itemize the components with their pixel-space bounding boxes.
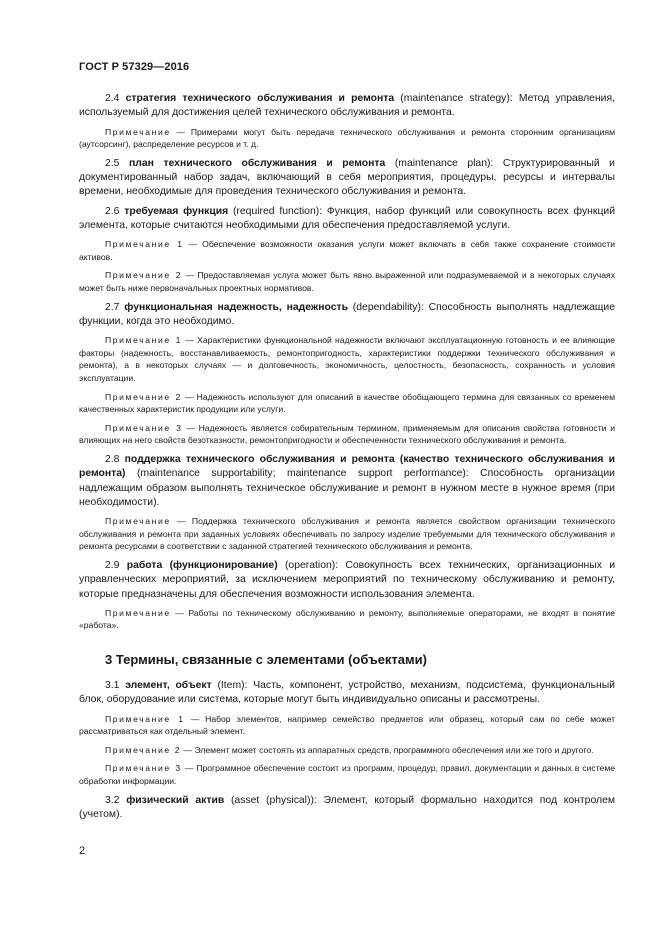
term-name: поддержка технического обслуживания и ремонта (качество технического обслуживания и ремонта) (79, 453, 615, 480)
term-name: работа (функционирование) (126, 559, 278, 571)
term-number: 3.2 (105, 794, 120, 806)
term-number: 3.1 (105, 680, 120, 692)
document-body (79, 92, 615, 827)
note-text: — Поддержка технического обслуживания и ремонта является свойством организации технического обслуживания и ремонта при заданных условиях обеспечивать по запросу изделие требуемыми для технического обслуживания и ремонта ресурсами в соответствии с заданной стратегией технического обслуживания и ремонта. (79, 516, 615, 552)
term-text: (maintenance strategy): Метод управления, используемый для достижения целей технического обслуживания и ремонта. (79, 93, 615, 119)
note-text: — Надежность является собирательным термином, применяемым для описания свойства готовности и влияющих на него свойств безотказности, ремонтопригодности и обеспеченности технического обслуживания и ремонта. (79, 422, 616, 446)
term-text: (maintenance plan): Структурированный и документированный набор задач, включающий в себя мероприятия, процедуры, ресурсы и интервалы времени, необходимые для проведения технического обслуживания и ремонта. (79, 157, 615, 198)
term-name: физический актив (126, 794, 225, 806)
note-label: Примечание 3 (105, 763, 182, 774)
term-definition (79, 679, 615, 708)
term-definition (79, 157, 615, 200)
note (79, 334, 615, 384)
term-text: (required function): Функция, набор функций или совокупность всех функций элемента, которые считаются необходимыми для обеспечения предоставляемой услуги. (79, 205, 616, 231)
term-definition (79, 794, 615, 823)
note-label: Примечание 1 (105, 335, 182, 346)
note (79, 391, 615, 416)
note-label: Примечание 1 (105, 239, 184, 250)
note-text: — Программное обеспечение состоит из программ, процедур, правил, документации и данных в системе обработки информации. (79, 763, 616, 786)
term-text: (dependability): Способность выполнять надлежащие функции, когда это необходимо. (79, 301, 615, 327)
note-label: Примечание 2 (105, 391, 182, 402)
note-label: Примечание 2 (105, 270, 183, 281)
term-number: 2.9 (105, 559, 120, 571)
note (79, 762, 615, 787)
note (79, 744, 615, 757)
note-label: Примечание 3 (105, 422, 183, 433)
term-name: функциональная надежность, надежность (124, 301, 349, 313)
term-definition (79, 205, 615, 234)
term-name: план технического обслуживания и ремонта (128, 157, 386, 169)
term-text: (Item): Часть, компонент, устройство, механизм, подсистема, функциональный блок, оборудование или система, которые могут быть индивидуально описаны и рассмотрены. (79, 680, 615, 706)
note (79, 515, 615, 553)
note (79, 269, 615, 294)
page-number: 2 (79, 845, 86, 857)
note-label: Примечание 2 (105, 744, 182, 755)
term-text: (operation): Совокупность всех технических, организационных и управленческих мероприятий, за исключением мероприятий по техническому обслуживанию и ремонту, которые предназначены для обеспечения возможности использования элемента. (79, 559, 615, 600)
note (79, 126, 615, 151)
note-text: — Надежность используют для описаний в качестве обобщающего термина для связанных со временем качественных характеристик продукции или услуги. (79, 391, 615, 415)
note-label: Примечание 1 (105, 713, 185, 724)
term-name: элемент, объект (125, 680, 212, 692)
term-number: 2.4 (105, 93, 120, 104)
term-number: 2.6 (105, 205, 120, 217)
note (79, 713, 615, 738)
term-definition (79, 453, 615, 510)
document-header: ГОСТ Р 57329—2016 (79, 61, 190, 73)
term-number: 2.8 (105, 453, 120, 465)
term-definition (79, 559, 615, 602)
note-text: — Работы по техническому обслуживанию и ремонту, выполняемые операторами, не входят в понятие «работа». (79, 607, 615, 631)
note (79, 422, 615, 447)
term-name: требуемая функция (124, 205, 229, 217)
note-label: Примечание (105, 607, 171, 618)
term-number: 2.5 (105, 157, 120, 169)
note-label: Примечание (105, 516, 171, 527)
term-definition (79, 301, 615, 330)
note-text: — Примерами могут быть передача технического обслуживания и ремонта сторонним организациям (аутсорсинг), распределение ресурсов и т. д. (79, 126, 615, 150)
term-text: (maintenance supportability; maintenance support performance): Способность организации надлежащим образом выполнять техническое обслуживание и ремонт в нужном месте в нужное время (при необходимости). (79, 468, 615, 508)
note-text: — Набор элементов, например семейство предметов или образец, который сам по себе может рассматриваться как отдельный элемент. (79, 713, 616, 737)
note-label: Примечание (105, 126, 171, 137)
term-name: стратегия технического обслуживания и ремонта (125, 93, 395, 104)
note-text: — Элемент может состоять из аппаратных средств, программного обеспечения или же того и другого. (181, 744, 594, 755)
note-text: — Характеристики функциональной надежности включают эксплуатационную готовность и ее влияющие факторы (надежность, восстанавливаемость, ремонтопригодность, характеристики поддержки технического обслуживания и ремонта), а в некоторых случаях — и долговечность, экономичность, целостность, безопасность, сохранность и условия эксплуатации. (79, 335, 615, 384)
note (79, 238, 615, 263)
term-text: (asset (physical)): Элемент, который формально находится под контролем (учетом). (79, 794, 615, 820)
term-number: 2.7 (105, 301, 120, 313)
note-text: — Предоставляемая услуга может быть явно выраженной или подразумеваемой и в некоторых случаях может быть ниже первоначальных проектных нормативов. (79, 270, 615, 294)
note-text: — Обеспечение возможности оказания услуги может включать в себя также сохранение стоимости активов. (79, 239, 615, 262)
section-heading: 3 Термины, связанные с элементами (объектами) (105, 652, 427, 668)
term-definition (79, 92, 615, 121)
note (79, 607, 615, 632)
